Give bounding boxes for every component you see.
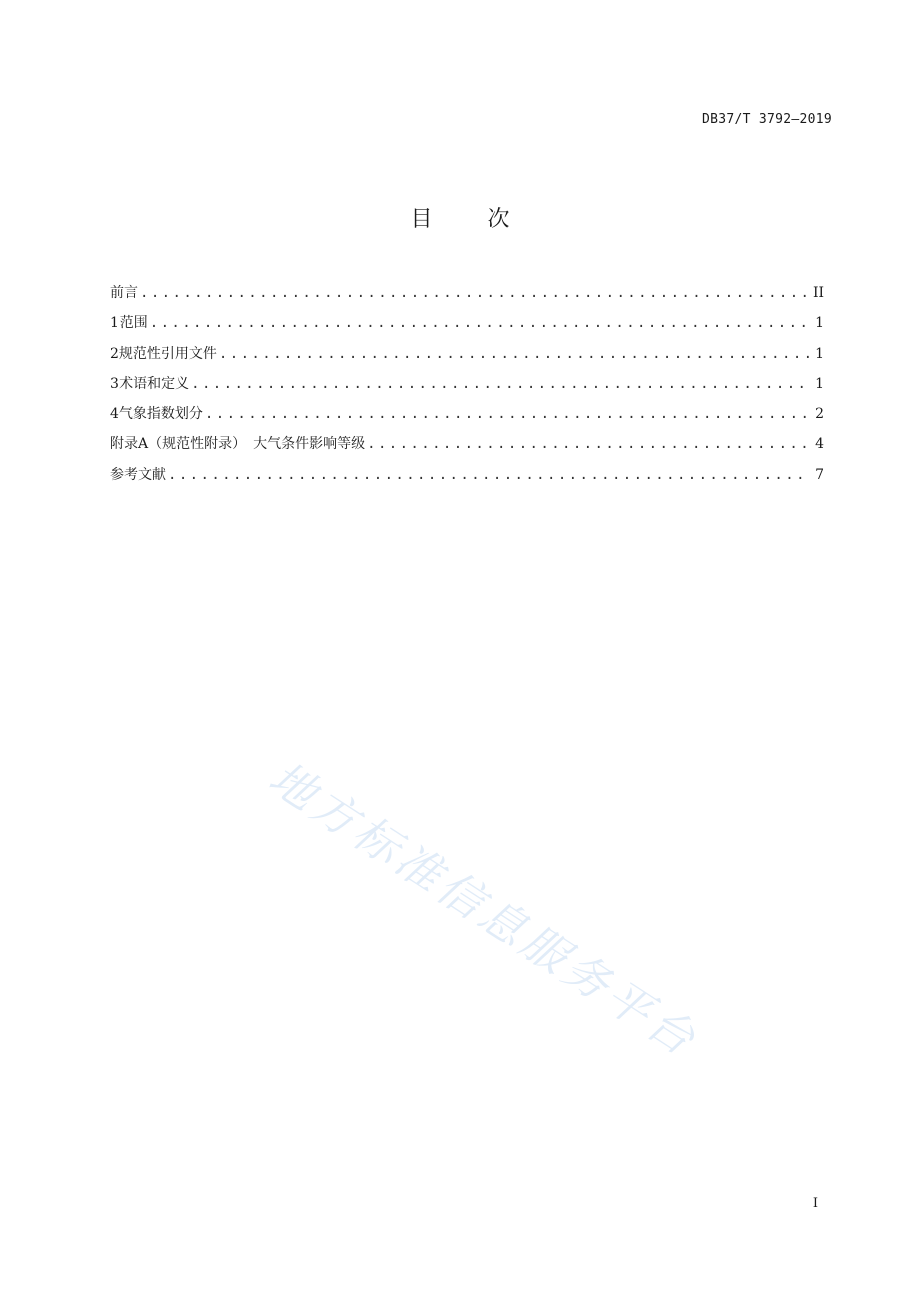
toc-entry-normative-references[interactable] [110,339,824,369]
toc-entry-number: 4 [110,406,119,423]
standard-code: DB37/T 3792—2019 [701,112,832,127]
toc-leader-dots [168,460,809,490]
toc-entry-terms-definitions[interactable] [110,369,824,399]
toc-entry-page: 1 [815,345,824,362]
toc-entry-bibliography[interactable] [110,460,824,490]
toc-entry-page: 1 [815,315,824,332]
toc-leader-dots [205,399,809,429]
page-number: I [812,1196,818,1211]
toc-entry-label: 术语和定义 [119,375,190,392]
toc-entry-page: II [812,285,824,301]
toc-entry-page: 7 [815,466,824,483]
toc-entry-label: 参考文献 [110,466,166,483]
toc-entry-number: 3 [110,375,119,392]
toc-leader-dots [367,429,809,459]
toc-entry-label: 气象指数划分 [118,406,203,423]
toc-entry-label: 附录A（规范性附录） 大气条件影响等级 [110,436,366,453]
toc-entry-label: 范围 [119,315,148,332]
toc-entry-number: 2 [110,345,119,362]
toc-entry-page: 4 [815,436,824,453]
toc-leader-dots [191,369,809,399]
toc-entry-page: 1 [815,375,824,392]
toc-leader-dots [140,278,807,308]
toc-entry-label: 前言 [110,285,138,301]
table-of-contents [110,278,824,490]
toc-entry-foreword[interactable] [110,278,824,308]
toc-entry-page: 2 [815,406,824,423]
toc-leader-dots [150,308,809,338]
toc-entry-number: 1 [110,315,119,332]
toc-entry-scope[interactable] [110,308,824,338]
toc-leader-dots [219,339,809,369]
page-title: 目 次 [410,207,534,232]
toc-entry-appendix-a[interactable] [110,429,824,459]
watermark: 地方标准信息服务平台 [259,750,708,1068]
toc-entry-index-classification[interactable] [110,399,824,429]
toc-entry-label: 规范性引用文件 [118,345,217,362]
